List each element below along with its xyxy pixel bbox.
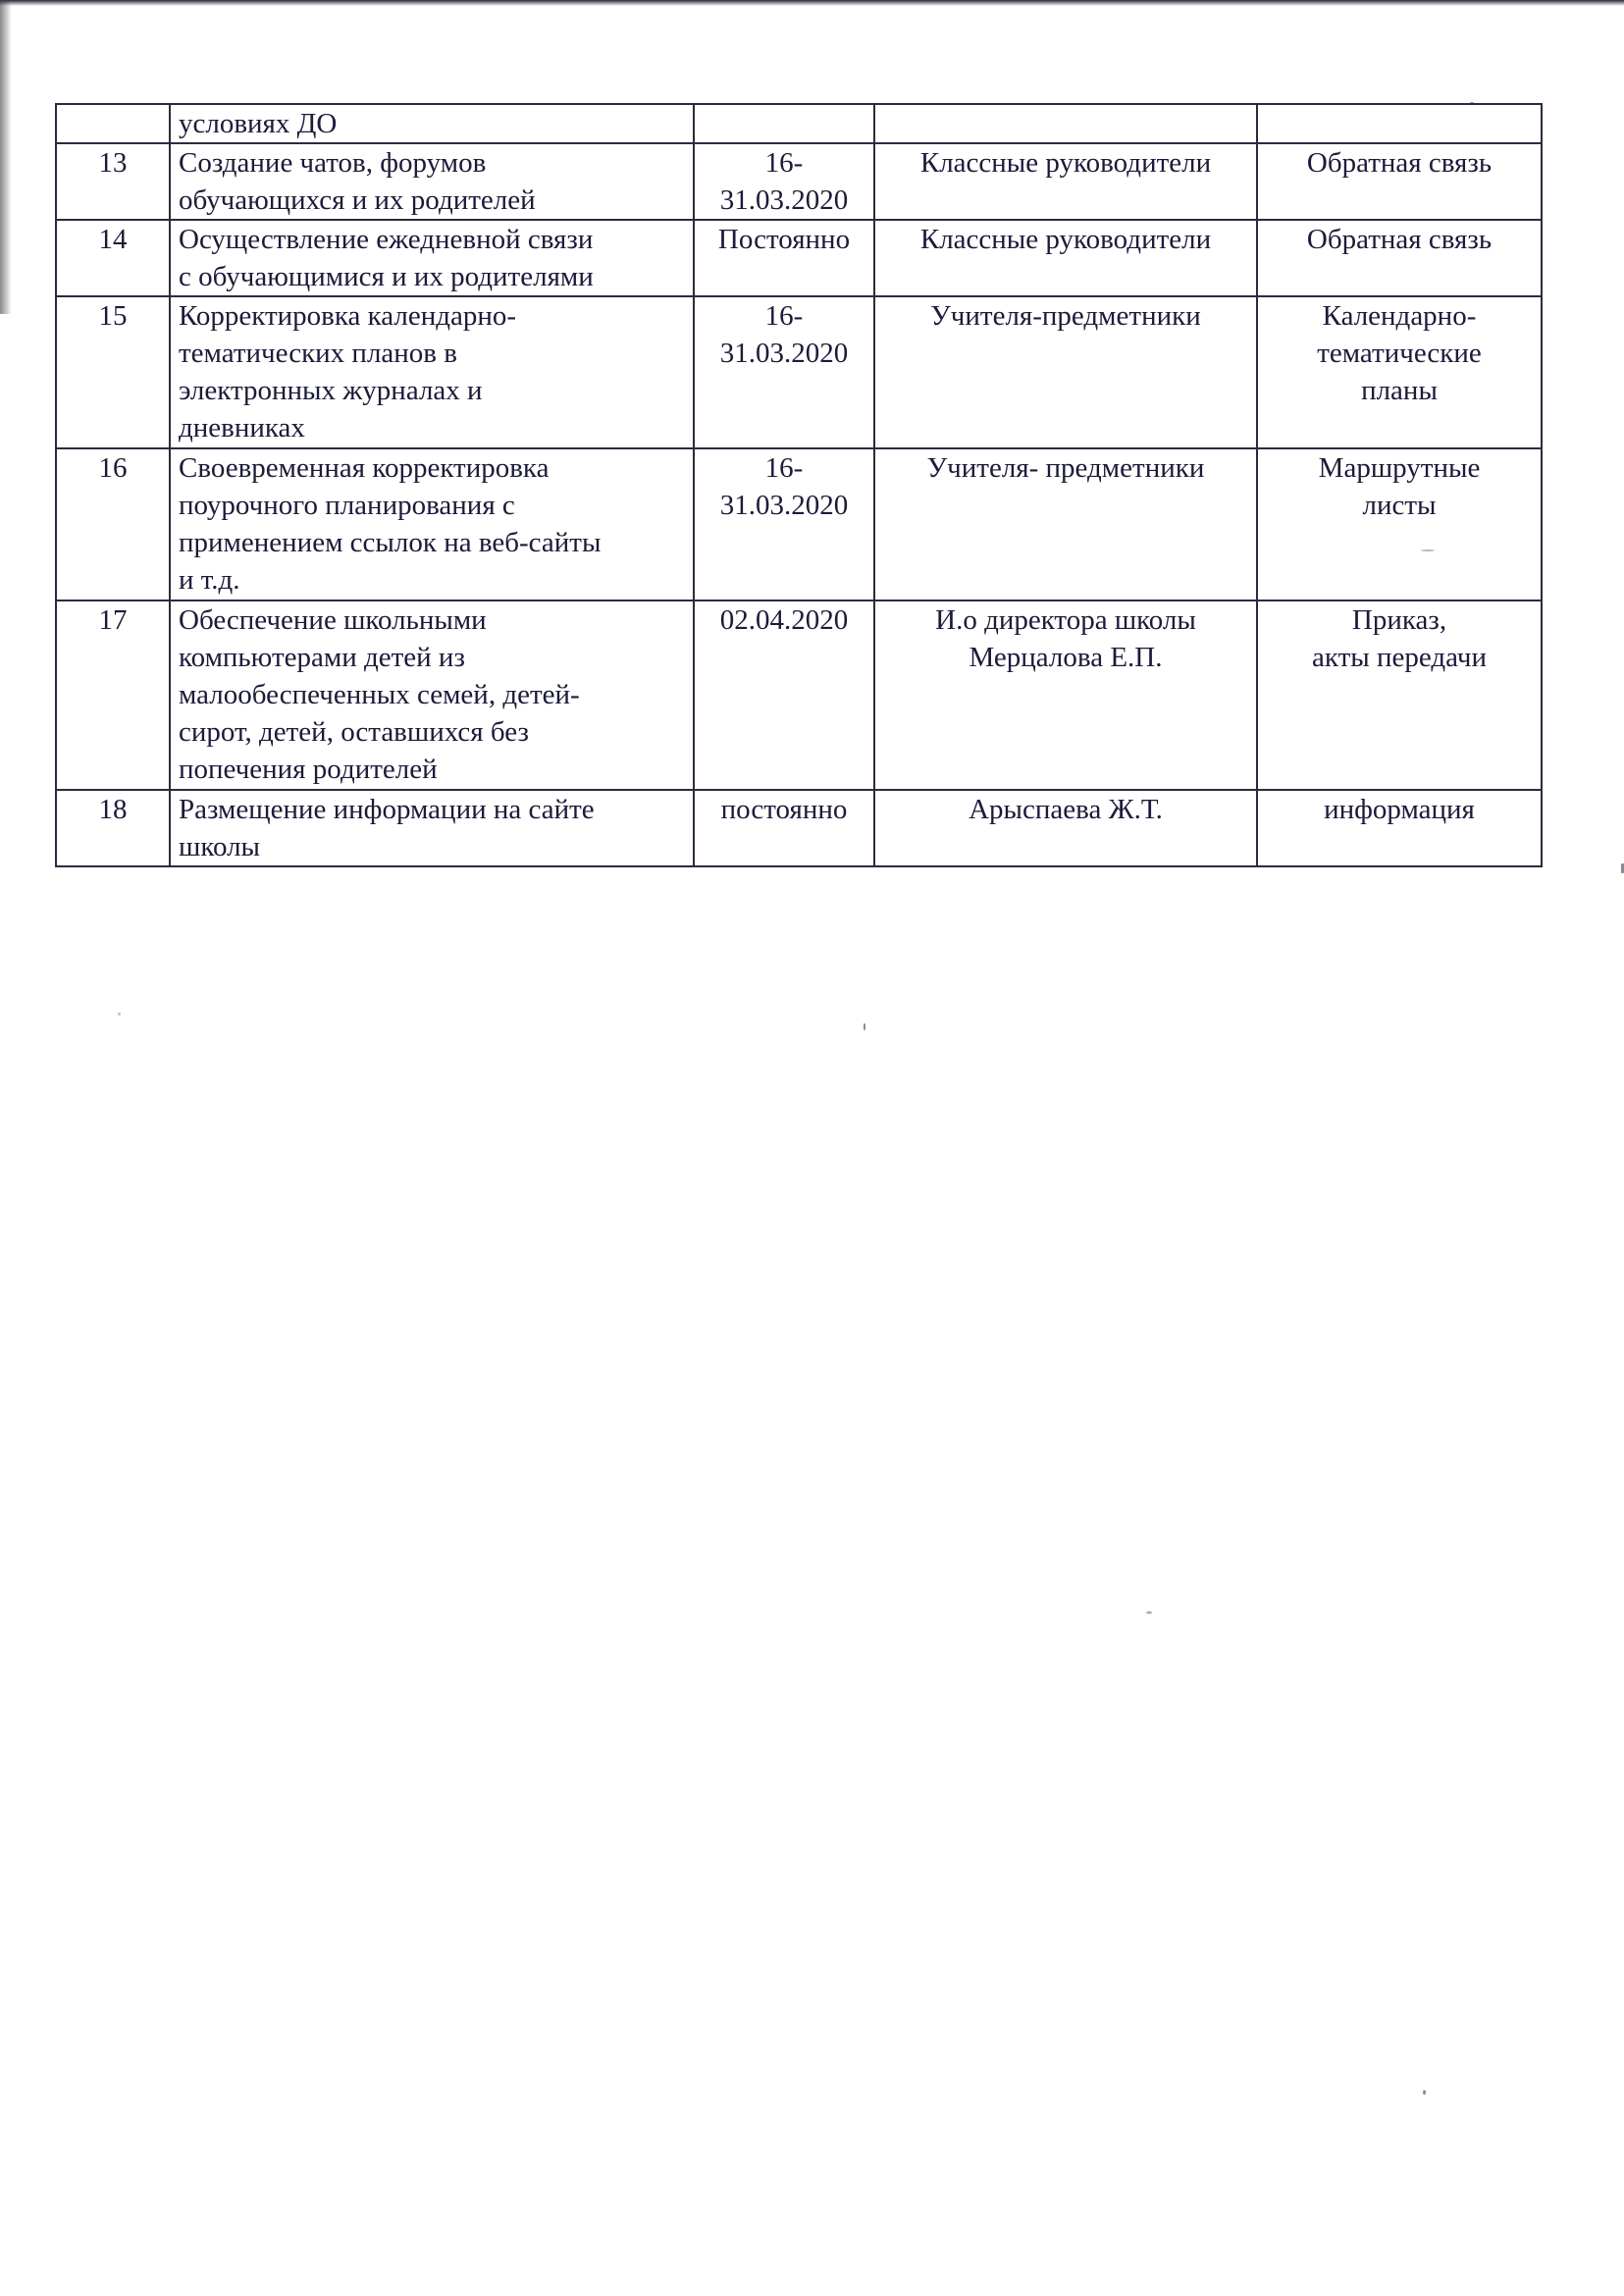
row-number: 16 bbox=[98, 452, 128, 484]
output-form-text: Маршрутные листы bbox=[1318, 452, 1481, 521]
table-row bbox=[56, 220, 1542, 296]
row-number-cell bbox=[56, 790, 170, 866]
responsible-cell bbox=[874, 448, 1257, 600]
output-form-text: Обратная связь bbox=[1306, 224, 1493, 255]
date-text: постоянно bbox=[720, 794, 848, 825]
table-row bbox=[56, 296, 1542, 448]
row-number: 18 bbox=[98, 794, 128, 825]
responsible-cell bbox=[874, 104, 1257, 143]
date-cell bbox=[694, 220, 874, 296]
row-number: 17 bbox=[98, 604, 128, 636]
row-number-cell bbox=[56, 448, 170, 600]
responsible-cell bbox=[874, 296, 1257, 448]
date-text: 16- 31.03.2020 bbox=[719, 452, 849, 521]
date-cell bbox=[694, 296, 874, 448]
row-number-cell bbox=[56, 296, 170, 448]
date-cell bbox=[694, 448, 874, 600]
responsible-text: Арыспаева Ж.Т. bbox=[969, 794, 1163, 825]
table-row bbox=[56, 143, 1542, 220]
table-row bbox=[56, 790, 1542, 866]
table-row-continuation bbox=[56, 104, 1542, 143]
date-cell bbox=[694, 143, 874, 220]
output-form-text: информация bbox=[1324, 794, 1475, 825]
table-row bbox=[56, 448, 1542, 600]
date-text: Постоянно bbox=[717, 224, 851, 255]
activity-cell bbox=[170, 220, 694, 296]
output-form-cell bbox=[1257, 600, 1542, 790]
responsible-cell bbox=[874, 143, 1257, 220]
responsible-text: Классные руководители bbox=[919, 147, 1212, 179]
activity-cell bbox=[170, 600, 694, 790]
activity-cell bbox=[170, 448, 694, 600]
output-form-cell bbox=[1257, 296, 1542, 448]
output-form-cell bbox=[1257, 790, 1542, 866]
row-number: 14 bbox=[98, 224, 128, 255]
output-form-cell bbox=[1257, 143, 1542, 220]
output-form-text: Календарно- тематические планы bbox=[1317, 300, 1482, 406]
activity-plan-table bbox=[55, 103, 1543, 867]
activity-text: Осуществление ежедневной связи с обучающимися и их родителями bbox=[179, 224, 594, 292]
scan-edge-left bbox=[0, 0, 12, 314]
responsible-cell bbox=[874, 790, 1257, 866]
output-form-cell bbox=[1257, 104, 1542, 143]
activity-cell bbox=[170, 296, 694, 448]
scan-edge-top bbox=[0, 0, 1624, 6]
date-cell bbox=[694, 600, 874, 790]
date-cell bbox=[694, 104, 874, 143]
activity-text: Размещение информации на сайте школы bbox=[179, 794, 595, 862]
responsible-text: И.о директора школы Мерцалова Е.П. bbox=[935, 604, 1196, 673]
activity-text: Создание чатов, форумов обучающихся и их родителей bbox=[179, 147, 536, 216]
output-form-cell bbox=[1257, 448, 1542, 600]
row-number-cell bbox=[56, 600, 170, 790]
scan-speck bbox=[1423, 2090, 1426, 2095]
scan-speck bbox=[1146, 1611, 1152, 1614]
responsible-text: Классные руководители bbox=[919, 224, 1212, 255]
date-text: 02.04.2020 bbox=[719, 604, 849, 636]
row-number: 15 bbox=[98, 300, 128, 332]
activity-text: Корректировка календарно- тематических планов в электронных журналах и дневниках bbox=[179, 300, 517, 444]
responsible-cell bbox=[874, 220, 1257, 296]
output-form-text: Приказ, акты передачи bbox=[1312, 604, 1487, 673]
activity-text: Своевременная корректировка поурочного планирования с применением ссылок на веб-сайты и т.д. bbox=[179, 452, 602, 596]
output-form-text: Обратная связь bbox=[1306, 147, 1493, 179]
row-number: 13 bbox=[98, 147, 128, 179]
date-text: 16- 31.03.2020 bbox=[719, 300, 849, 369]
date-text: 16- 31.03.2020 bbox=[719, 147, 849, 216]
responsible-cell bbox=[874, 600, 1257, 790]
scan-speck bbox=[118, 1013, 121, 1016]
scan-speck bbox=[864, 1023, 865, 1030]
responsible-text: Учителя-предметники bbox=[930, 300, 1201, 332]
activity-text: Обеспечение школьными компьютерами детей из малообеспеченных семей, детей- сирот, детей, оставшихся без попечения родителей bbox=[179, 604, 580, 785]
activity-cell bbox=[170, 104, 694, 143]
table-row bbox=[56, 600, 1542, 790]
row-number-cell bbox=[56, 143, 170, 220]
output-form-cell bbox=[1257, 220, 1542, 296]
row-number-cell bbox=[56, 220, 170, 296]
row-number-cell bbox=[56, 104, 170, 143]
activity-cell bbox=[170, 790, 694, 866]
activity-cell bbox=[170, 143, 694, 220]
responsible-text: Учителя- предметники bbox=[926, 452, 1205, 484]
activity-text: условиях ДО bbox=[179, 108, 338, 139]
date-cell bbox=[694, 790, 874, 866]
